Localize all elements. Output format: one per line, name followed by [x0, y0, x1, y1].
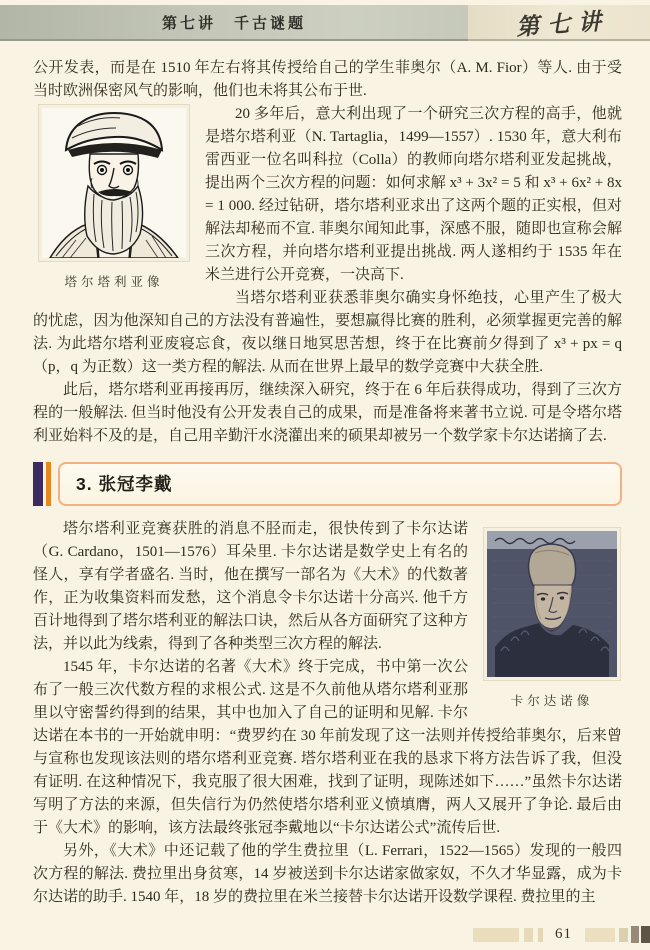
cardano-portrait-frame — [484, 528, 620, 680]
paragraph: 当塔尔塔利亚获悉菲奥尔确实身怀绝技，心里产生了极大的忧虑，因为他深知自己的方法没有普遍性，要想赢得比赛的胜利，必须掌握更完善的解法. 为此塔尔塔利亚废寝忘食，夜以继日地冥思苦想，终于在比赛前夕得到了 x³ + px = q（p，q 为正数）这一类方程的解法. 从而在世界上最早的数学竞赛中大获全胜. — [33, 290, 622, 375]
heading-accent-bar-purple — [33, 462, 43, 506]
footer-decoration-block — [619, 928, 628, 942]
paragraph: 1545 年，卡尔达诺的名著《大术》终于完成，书中第一次公布了一般三次代数方程的求根公式. 这是不久前他从塔尔塔利亚那里以守密誓约得到的结果，其中也加入了自己的证明和见解. 卡尔达诺在本书的一开始就申明：“费罗约在 30 年前发现了这一法则并传授给菲奥尔，后来曾与宣称也发现该法则的塔尔塔利亚竞赛. 塔尔塔利亚在我的恳求下将方法告诉了我，但没有证明. 在这种情况下，我克服了很大困难，找到了证明，现陈述如下……”虽然卡尔达诺写明了方法的来源，但失信行为仍然使塔尔塔利亚义愤填膺，两人又展开了争论. 最后由于《大术》的影响，该方法最终张冠李戴地以“卡尔达诺公式”流传后世. — [33, 659, 622, 836]
footer-decoration-block — [585, 928, 615, 942]
paragraph: 塔尔塔利亚竞赛获胜的消息不胫而走，很快传到了卡尔达诺（G. Cardano，1501—1576）耳朵里. 卡尔达诺是数学史上有名的怪人，享有学者盛名. 当时，他在撰写一部名为《大术》的代数著作，正为收集资料而发愁，这个消息令卡尔达诺十分高兴. 他千方百计地得到了塔尔塔利亚的解法口诀，然后从各方面研究了这种方法，并以此为线索，得到了各种类型三次方程的解法. — [33, 521, 469, 652]
figure-tartaglia — [39, 105, 189, 290]
chapter-calligraphy: 第七讲 — [514, 8, 610, 40]
section-title: 3. 张冠李戴 — [76, 473, 173, 494]
tartaglia-caption: 塔尔塔利亚像 — [64, 275, 164, 289]
footer-decoration-block — [524, 928, 533, 942]
page-footer — [473, 926, 650, 943]
page-body — [33, 57, 622, 909]
paragraph: 此后，塔尔塔利亚再接再厉，继续深入研究，终于在 6 年后获得成功，得到了三次方程的一般解法. 但当时他没有公开发表自己的成果，而是准备将来著书立说. 可是令塔尔塔利亚始料不及的是，自己用辛勤汗水浇灌出来的硕果却被另一个数学家卡尔达诺摘了去. — [33, 382, 622, 444]
paragraph-continuation: 公开发表，而是在 1510 年左右将其传授给自己的学生菲奥尔（A. M. Fior）等人. 由于受当时欧洲保密风气的影响，他们也未将其公布于世. — [33, 60, 622, 99]
header-band-right — [468, 5, 650, 41]
header-band-left — [0, 5, 468, 41]
footer-decoration-block — [641, 926, 650, 943]
cardano-caption: 卡尔达诺像 — [510, 694, 594, 708]
page-number: 61 — [555, 926, 572, 942]
section-heading — [33, 462, 622, 506]
tartaglia-portrait-image — [42, 108, 186, 258]
chapter-header-title: 第七讲 千古谜题 — [161, 14, 306, 32]
cardano-portrait-image — [487, 531, 617, 677]
paragraph: 另外，《大术》中还记载了他的学生费拉里（L. Ferrari，1522—1565）发现的一般四次方程的解法. 费拉里出身贫寒，14 岁被送到卡尔达诺家做家奴，不久才华显露，成为卡尔达诺的助手. 1540 年，18 岁的费拉里在米兰接替卡尔达诺开设数学课程. 费拉里的主 — [33, 843, 622, 905]
footer-decoration-block — [538, 928, 543, 942]
paragraph: 20 多年后，意大利出现了一个研究三次方程的高手，他就是塔尔塔利亚（N. Tartaglia，1499—1557）. 1530 年，意大利布雷西亚一位名叫科拉（Colla）的教师向塔尔塔利亚发起挑战，提出两个三次方程的问题：如何求解 x³ + 3x² = 5 和 x³ + 6x² + 8x = 1 000. 经过钻研，塔尔塔利亚求出了这两个题的正实根，但对解法却秘而不宣. 菲奥尔闻知此事，深感不服，随即也宣称会解三次方程，并向塔尔塔利亚提出挑战. 两人遂相约于 1535 年在米兰进行公开竞赛，一决高下. — [205, 106, 622, 283]
footer-decoration-block — [631, 926, 639, 943]
footer-decoration-block — [473, 928, 519, 942]
page-header — [0, 5, 650, 41]
tartaglia-portrait-frame — [39, 105, 189, 261]
figure-cardano — [482, 528, 622, 709]
heading-accent-bar-orange — [46, 462, 51, 506]
heading-box — [58, 462, 622, 506]
